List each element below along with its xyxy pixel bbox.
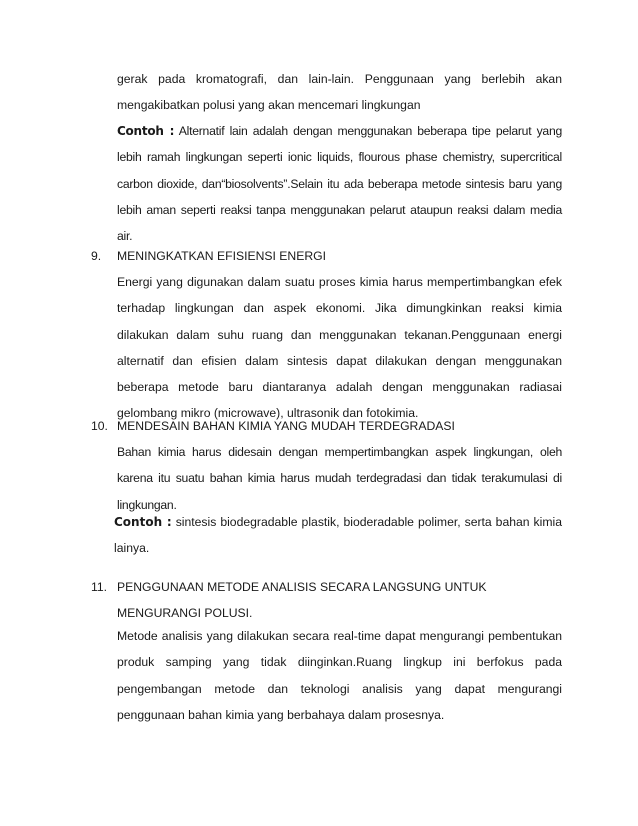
section-example-10 bbox=[114, 509, 562, 561]
intro-paragraph bbox=[117, 66, 562, 119]
section-title-line: MENGURANGI POLUSI. bbox=[117, 606, 253, 621]
example-text: sintesis biodegradable plastik, bioderadable polimer, serta bahan kimia lainya. bbox=[114, 515, 562, 555]
section-heading-11 bbox=[91, 574, 571, 627]
section-body-text: Bahan kimia harus didesain dengan mempertimbangkan aspek lingkungan, oleh karena itu suatu bahan kimia harus mudah terdegradasi dan tidak terakumulasi di lingkungan. bbox=[117, 445, 562, 512]
intro-example bbox=[117, 118, 562, 249]
section-heading-10 bbox=[91, 413, 571, 439]
intro-text: gerak pada kromatografi, dan lain-lain. Penggunaan yang berlebih akan mengakibatkan polusi yang akan mencemari lingkungan bbox=[117, 72, 562, 113]
example-label: Contoh : bbox=[117, 124, 175, 138]
section-number: 9. bbox=[91, 249, 102, 263]
section-body-9 bbox=[117, 269, 562, 427]
section-title-line: PENGGUNAAN METODE ANALISIS SECARA LANGSUNG UNTUK bbox=[117, 580, 487, 594]
section-title: MENINGKATKAN EFISIENSI ENERGI bbox=[117, 249, 327, 263]
section-heading-9 bbox=[91, 243, 571, 269]
section-number: 11. bbox=[91, 580, 108, 594]
section-body-text: Metode analisis yang dilakukan secara real-time dapat mengurangi pembentukan produk samping yang tidak diinginkan.Ruang lingkup ini berfokus pada pengembangan metode dan teknologi analisis yang dapat mengurangi penggunaan bahan kimia yang berbahaya dalam prosesnya. bbox=[117, 629, 562, 722]
section-number: 10. bbox=[91, 419, 108, 433]
section-body-11 bbox=[117, 623, 562, 728]
example-label: Contoh : bbox=[114, 515, 172, 529]
example-text: Alternatif lain adalah dengan menggunakan beberapa tipe pelarut yang lebih ramah lingkungan seperti ionic liquids, flourous phase chemistry, supercritical carbon dioxide, dan“biosolvents”.Selain itu ada beberapa metode sintesis baru yang lebih aman seperti reaksi tanpa menggunakan pelarut ataupun reaksi dalam media air. bbox=[117, 124, 562, 244]
section-title: MENDESAIN BAHAN KIMIA YANG MUDAH TERDEGRADASI bbox=[117, 419, 455, 433]
section-body-10 bbox=[117, 439, 562, 518]
section-body-text: Energi yang digunakan dalam suatu proses kimia harus mempertimbangkan efek terhadap lingkungan dan aspek ekonomi. Jika dimungkinkan reaksi kimia dilakukan dalam suhu ruang dan menggunakan tekanan.Penggunaan energi alternatif dan efisien dalam sintesis dapat dilakukan dengan menggunakan beberapa metode baru diantaranya adalah dengan menggunakan radiasai gelombang mikro (microwave), ultrasonik dan fotokimia. bbox=[117, 275, 562, 421]
section-title bbox=[117, 574, 487, 627]
